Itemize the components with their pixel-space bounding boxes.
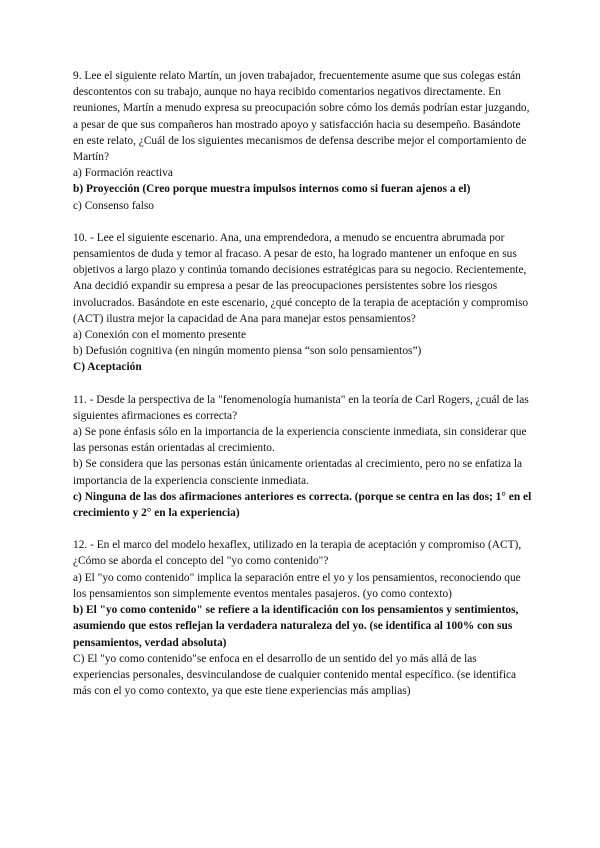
option-c: C) El "yo como contenido"se enfoca en el desarrollo de un sentido del yo más allá de las experiencias personales, desvinculandose de cualquier contenido mental específico. (se identifica más con el yo como contexto, ya que este tiene experiencias más amplias) [73,652,517,698]
document-page [73,68,533,715]
option-a: a) El "yo como contenido" implica la separación entre el yo y los pensamientos, reconociendo que los pensamientos son simplemente eventos mentales pasajeros. (yo como contexto) [73,571,521,600]
option-c: c) Consenso falso [73,199,154,212]
option-c: C) Aceptación [73,361,142,374]
option-c: c) Ninguna de las dos afirmaciones anteriores es correcta. (porque se centra en las dos; 1° en el crecimiento y 2° en la experiencia) [73,490,532,520]
question-text: 9. Lee el siguiente relato Martín, un joven trabajador, frecuentemente asume que sus colegas están descontentos con su trabajo, aunque no haya recibido comentarios negativos directamente. En reuniones, Martín a menudo expresa su preocupación sobre cómo los demás podrían estar juzgando, a pesar de que sus compañeros han mostrado apoyo y satisfacción hacia su desempeño. Basándote en este relato, ¿Cuál de los siguientes mecanismos de defensa describe mejor el comportamiento de Martín? [73,70,530,164]
option-b: b) Proyección (Creo porque muestra impulsos internos como si fueran ajenos a el) [73,183,471,196]
option-a: a) Conexión con el momento presente [73,329,247,342]
question-12 [73,537,533,699]
question-10 [73,230,533,376]
question-text: 10. - Lee el siguiente escenario. Ana, una emprendedora, a menudo se encuentra abrumada por pensamientos de duda y temor al fracaso. A pesar de esto, ha logrado mantener un enfoque en sus objetivos a largo plazo y continúa tomando decisiones estratégicas para su negocio. Recientemente, Ana decidió expandir su empresa a pesar de las preocupaciones persistentes sobre los riesgos involucrados. Basándote en este escenario, ¿qué concepto de la terapia de aceptación y compromiso (ACT) ilustra mejor la capacidad de Ana para manejar estos pensamientos? [73,231,529,325]
option-b: b) Defusión cognitiva (en ningún momento piensa “son solo pensamientos”) [73,345,422,358]
question-text: 11. - Desde la perspectiva de la "fenomenología humanista" en la teoría de Carl Rogers, ¿cuál de las siguientes afirmaciones es correcta? [73,393,529,422]
option-a: a) Formación reactiva [73,167,173,180]
question-9 [73,68,533,214]
option-b: b) Se considera que las personas están únicamente orientadas al crecimiento, pero no se enfatiza la importancia de la experiencia consciente inmediata. [73,458,523,487]
question-text: 12. - En el marco del modelo hexaflex, utilizado en la terapia de aceptación y compromiso (ACT),¿Cómo se aborda el concepto del "yo como contenido"? [73,539,522,568]
option-a: a) Se pone énfasis sólo en la importancia de la experiencia consciente inmediata, sin considerar que las personas están orientadas al crecimiento. [73,426,527,455]
question-11 [73,392,533,522]
option-b: b) El "yo como contenido" se refiere a la identificación con los pensamientos y sentimientos, asumiendo que estos reflejan la verdadera naturaleza del yo. (se identifica al 100% con sus pensamientos, verdad absoluta) [73,604,519,649]
